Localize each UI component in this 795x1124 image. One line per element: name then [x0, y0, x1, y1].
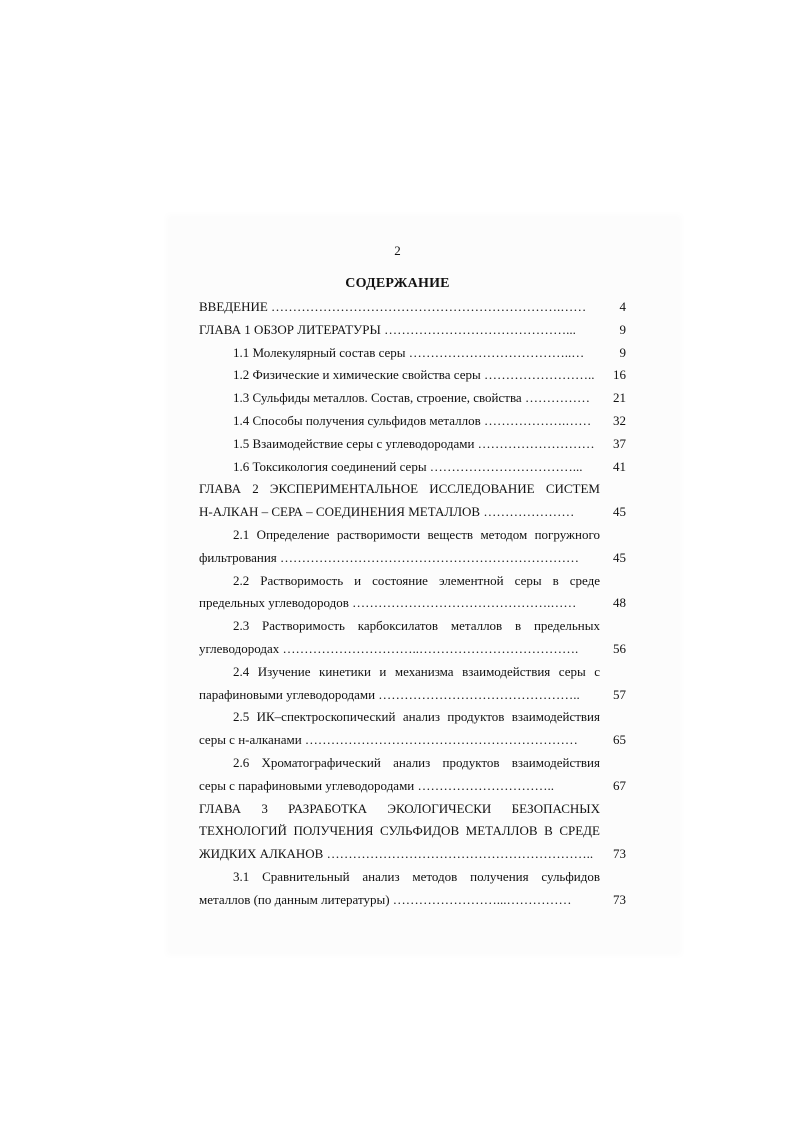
toc-entry-text-line-1: 2.2 Растворимость и состояние элементной серы в среде	[233, 572, 600, 588]
toc-entry-2-6[interactable]	[199, 752, 626, 798]
toc-entry-text-line-1: 2.1 Определение растворимости веществ методом погружного	[233, 526, 600, 542]
toc-entry-text: 1.2 Физические и химические свойства серы ……………………..	[233, 367, 595, 383]
toc-entry-text-line-1: ГЛАВА 3 РАЗРАБОТКА ЭКОЛОГИЧЕСКИ БЕЗОПАСНЫХ	[199, 800, 600, 816]
toc-entry-text-line-2: серы с парафиновыми углеводородами …………………………..	[199, 777, 555, 793]
page-number: 2	[394, 243, 401, 258]
toc-entry-text-line-1: 2.5 ИК–спектроскопический анализ продуктов взаимодействия	[233, 709, 600, 725]
toc-entry-text-line-2: ТЕХНОЛОГИЙ ПОЛУЧЕНИЯ СУЛЬФИДОВ МЕТАЛЛОВ В СРЕДЕ	[199, 823, 600, 839]
toc-entry-2-1[interactable]	[199, 524, 626, 570]
toc-entry-page: 9	[619, 321, 626, 337]
toc-entry-text-line-2: серы с н-алканами ………………………………………………………	[199, 732, 578, 748]
toc-entry-page: 37	[613, 435, 626, 451]
toc-entry-text-line-1: 3.1 Сравнительный анализ методов получения сульфидов	[233, 868, 600, 884]
toc-entry-chapter-2[interactable]	[199, 478, 626, 524]
toc-entry-page: 32	[613, 412, 626, 428]
toc-entry-text: ГЛАВА 1 ОБЗОР ЛИТЕРАТУРЫ ……………………………………...	[199, 321, 576, 337]
toc-entry-text-line-2: металлов (по данным литературы) ……………………...……………	[199, 891, 572, 907]
toc-entry-1-1[interactable]	[199, 342, 626, 365]
toc-entry-page: 45	[613, 504, 626, 520]
toc-entry-1-4[interactable]	[199, 410, 626, 433]
toc-entry-introduction[interactable]	[199, 296, 626, 319]
toc-entry-text-line-2: парафиновыми углеводородами ………………………………………..	[199, 686, 580, 702]
toc-entry-chapter-3[interactable]	[199, 798, 626, 866]
toc-entry-text-line-1: 2.6 Хроматографический анализ продуктов взаимодействия	[233, 754, 600, 770]
toc-entry-page: 67	[613, 777, 626, 793]
toc-entry-page: 48	[613, 595, 626, 611]
toc-entry-text: 1.4 Способы получения сульфидов металлов ……………….……	[233, 412, 592, 428]
toc-entry-text-line-1: 2.3 Растворимость карбоксилатов металлов в предельных	[233, 618, 600, 634]
toc-entry-2-2[interactable]	[199, 570, 626, 616]
toc-entry-page: 21	[613, 390, 626, 406]
toc-entry-page: 56	[613, 640, 626, 656]
toc-entry-text-line-2: предельных углеводородов ……………………………………….……	[199, 595, 577, 611]
toc-entry-text: 1.5 Взаимодействие серы с углеводородами ………………………	[233, 435, 595, 451]
toc-entry-2-3[interactable]	[199, 615, 626, 661]
toc-entry-text-line-2: Н-АЛКАН – СЕРА – СОЕДИНЕНИЯ МЕТАЛЛОВ …………………	[199, 504, 575, 520]
toc-entry-1-3[interactable]	[199, 387, 626, 410]
toc-title: СОДЕРЖАНИЕ	[345, 276, 450, 291]
toc-entry-2-4[interactable]	[199, 661, 626, 707]
toc-entry-1-2[interactable]	[199, 364, 626, 387]
toc-entry-page: 9	[619, 344, 626, 360]
toc-entry-text-line-2: фильтрования ……………………………………………………………	[199, 549, 580, 565]
toc-entry-page: 45	[613, 549, 626, 565]
toc-entry-2-5[interactable]	[199, 706, 626, 752]
toc-entry-text: 1.1 Молекулярный состав серы ………………………………..…	[233, 344, 585, 360]
toc-entry-chapter-1[interactable]	[199, 319, 626, 342]
toc-entry-text-line-2: углеводородах …………………………..……………………………….	[199, 640, 579, 656]
toc-entry-page: 57	[613, 686, 626, 702]
toc-entry-text: ВВЕДЕНИЕ ………………………………………………………….……	[199, 299, 587, 314]
toc-entry-page: 16	[613, 367, 626, 383]
toc-entry-page: 65	[613, 732, 626, 748]
toc-entry-text-line-1: ГЛАВА 2 ЭКСПЕРИМЕНТАЛЬНОЕ ИССЛЕДОВАНИЕ СИСТЕМ	[199, 481, 600, 497]
toc-entry-page: 4	[619, 299, 626, 314]
toc-entry-page: 73	[613, 846, 626, 862]
toc-entry-1-6[interactable]	[199, 456, 626, 479]
toc-entry-page: 73	[613, 891, 626, 907]
toc-entry-text: 1.3 Сульфиды металлов. Состав, строение, свойства ……………	[233, 390, 590, 406]
toc-entry-page: 41	[613, 458, 626, 474]
toc-entry-text-line-3: ЖИДКИХ АЛКАНОВ ……………………………………………………..	[199, 846, 594, 862]
toc-entry-3-1[interactable]	[199, 866, 626, 912]
toc-entry-text: 1.6 Токсикология соединений серы ……………………………...	[233, 458, 583, 474]
toc-entry-text-line-1: 2.4 Изучение кинетики и механизма взаимодействия серы с	[233, 663, 600, 679]
toc-entry-1-5[interactable]	[199, 433, 626, 456]
table-of-contents	[199, 296, 626, 912]
